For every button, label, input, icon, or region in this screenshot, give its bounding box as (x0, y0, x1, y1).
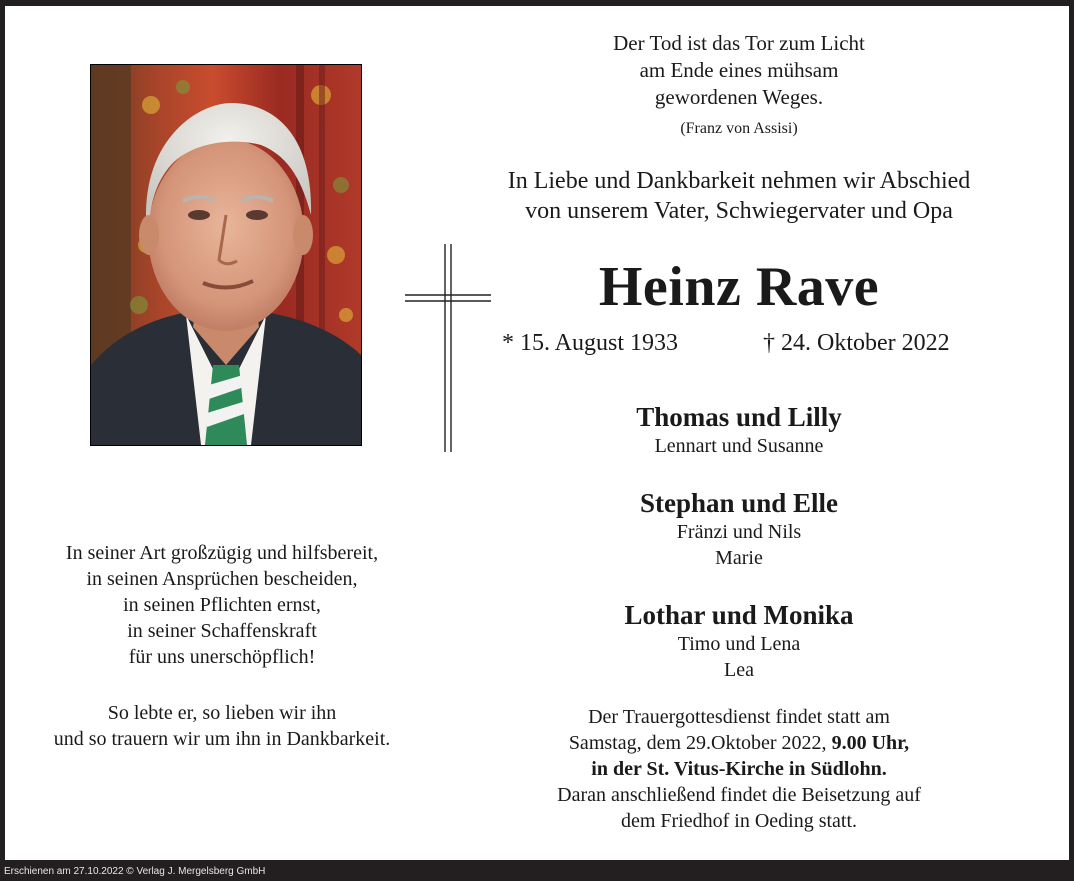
service-location: in der St. Vitus-Kirche in Südlohn. (591, 758, 887, 780)
poem-quote (565, 30, 913, 111)
tribute-line: in seinen Pflichten ernst, (123, 594, 321, 616)
tribute-line: in seinen Ansprüchen bescheiden, (86, 568, 358, 590)
poem-line: am Ende eines mühsam (639, 58, 839, 82)
tribute-closing-line: und so trauern wir um ihn in Dankbarkeit. (53, 728, 391, 750)
farewell-intro (465, 166, 1013, 226)
family-name: Thomas und Lilly (636, 402, 842, 432)
service-time: 9.00 Uhr, (831, 732, 910, 754)
tribute-line: in seiner Schaffenskraft (127, 620, 317, 642)
service-line-5: dem Friedhof in Oeding statt. (620, 810, 858, 832)
portrait-photo (90, 64, 362, 446)
family-member: Marie (715, 547, 763, 569)
family-name: Stephan und Elle (639, 488, 839, 518)
tribute-closing (17, 700, 427, 752)
family-member: Timo und Lena (677, 633, 801, 655)
tribute-closing-line: So lebte er, so lieben wir ihn (107, 702, 337, 724)
poem-line: gewordenen Weges. (654, 85, 824, 109)
poem-line: Der Tod ist das Tor zum Licht (613, 31, 865, 55)
family-member: Lennart und Susanne (654, 435, 824, 457)
intro-line-2: von unserem Vater, Schwiegervater und Opa (525, 198, 953, 224)
family-block (589, 488, 889, 571)
cross-icon (403, 242, 493, 454)
family-name: Lothar und Monika (624, 600, 854, 630)
deceased-name: Heinz Rave (598, 256, 880, 318)
portrait-illustration (91, 65, 361, 445)
tribute-line: für uns unerschöpflich! (128, 646, 316, 668)
family-block (589, 600, 889, 683)
tribute-text (17, 540, 427, 670)
family-member: Fränzi und Nils (676, 521, 802, 543)
service-line-4: Daran anschließend findet die Beisetzung auf (557, 784, 921, 806)
service-line-2 (489, 730, 989, 756)
family-member: Lea (724, 659, 754, 681)
funeral-service-info (489, 704, 989, 834)
publication-footer: Erschienen am 27.10.2022 © Verlag J. Mergelsberg GmbH (4, 866, 266, 877)
intro-line-1: In Liebe und Dankbarkeit nehmen wir Abschied (507, 168, 971, 194)
service-date: Samstag, dem 29.Oktober 2022, (568, 732, 827, 754)
family-block (589, 402, 889, 459)
service-line-1: Der Trauergottesdienst findet statt am (588, 706, 890, 728)
obituary-card (5, 6, 1069, 860)
tribute-line: In seiner Art großzügig und hilfsbereit, (65, 542, 379, 564)
birth-date: * 15. August 1933 (502, 330, 679, 356)
poem-author: (Franz von Assisi) (680, 120, 798, 137)
death-date: † 24. Oktober 2022 (763, 330, 950, 356)
